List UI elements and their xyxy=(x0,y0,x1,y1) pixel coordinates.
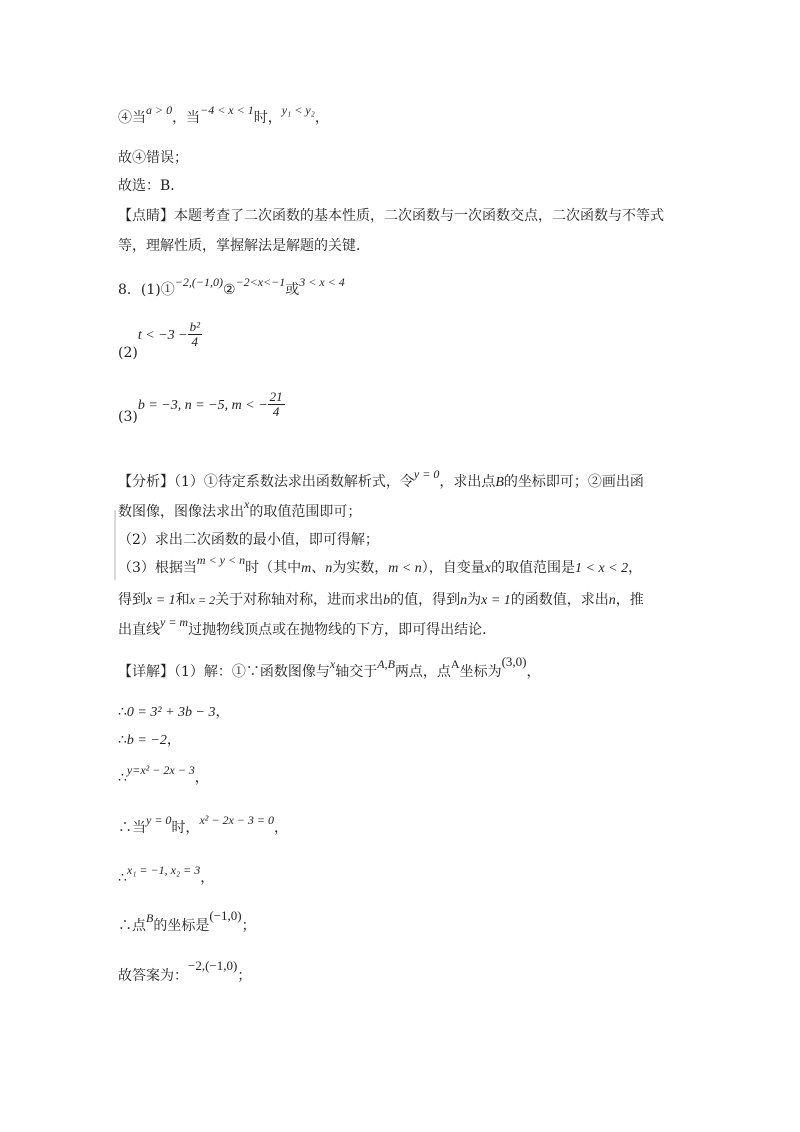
text: 的坐标即可；②画出函 xyxy=(503,474,644,490)
line-choose-b: 故选：B． xyxy=(118,178,185,194)
text: 的值，得到 xyxy=(390,592,461,608)
text: 两点，点 xyxy=(394,664,451,680)
text: ， xyxy=(628,560,643,576)
line-detail-5 xyxy=(118,813,288,837)
math: x₁ = −1, x₂ = 3 xyxy=(126,863,201,877)
math: b xyxy=(383,593,391,608)
math: x = 1 xyxy=(146,593,176,608)
text: 的取值范围即可； xyxy=(249,504,362,520)
math: 0 = 3² + 3b − 3 xyxy=(126,705,216,720)
math: x = 1 xyxy=(481,593,511,608)
denominator: 4 xyxy=(191,334,199,350)
math: m < n xyxy=(388,561,422,576)
numerator: b² xyxy=(189,319,200,334)
math: y = 0 xyxy=(413,467,440,481)
math: 1 < x < 2 xyxy=(575,561,629,576)
text: ，求出点 xyxy=(439,474,496,490)
math: −4 < x < 1 xyxy=(200,103,254,117)
text: ， xyxy=(194,770,209,786)
math: A xyxy=(450,657,460,671)
fraction xyxy=(268,390,285,420)
line-answer-8-2 xyxy=(118,319,202,361)
math: n xyxy=(325,561,333,576)
text: 时， xyxy=(253,110,282,126)
line-4-wrong: 故④错误； xyxy=(118,150,188,166)
text: 轴交于 xyxy=(335,664,378,680)
text: 【详解】（1）解：①∵函数图像与 xyxy=(118,664,330,680)
line-detail-4 xyxy=(118,763,209,787)
math: y₁ < y₂ xyxy=(281,103,315,117)
text: 出直线 xyxy=(118,622,160,638)
text: 为 xyxy=(467,592,482,608)
line-analysis-1 xyxy=(118,467,644,492)
text: 时， xyxy=(171,820,200,836)
text: ， xyxy=(215,704,230,720)
text: 的坐标是 xyxy=(153,918,210,934)
line-analysis-6 xyxy=(118,615,497,639)
text: 故答案为： xyxy=(118,968,188,984)
math: a > 0 xyxy=(146,103,173,117)
line-analysis-2 xyxy=(118,497,362,521)
math: y=x² − 2x − 3 xyxy=(126,763,195,777)
line-detail-8 xyxy=(118,958,252,985)
text: (3) xyxy=(118,408,138,425)
math: y = 0 xyxy=(146,813,172,827)
line-analysis-3: （2）求出二次函数的最小值，即可得解； xyxy=(118,532,379,548)
text: ，推 xyxy=(615,592,644,608)
text: ， xyxy=(200,870,215,886)
text-margin-bar xyxy=(114,510,116,580)
text: （3）根据当 xyxy=(118,560,197,576)
math: x xyxy=(244,497,250,511)
text: ， xyxy=(273,820,288,836)
math: B xyxy=(495,475,504,490)
math: −2,(−1,0) xyxy=(188,958,238,973)
text: 关于对称轴对称，进而求出 xyxy=(215,592,384,608)
line-detail-2 xyxy=(118,704,229,722)
text: ），自变量 xyxy=(421,560,485,576)
text: 过抛物线顶点或在抛物线的下方，即可得出结论． xyxy=(188,622,497,638)
text: ④当 xyxy=(118,110,146,126)
line-answer-8-3 xyxy=(118,389,285,425)
math: m xyxy=(301,561,312,576)
text: 和 xyxy=(175,592,190,608)
text: ② xyxy=(222,282,236,298)
text: ， xyxy=(314,110,329,126)
text: 时（其中 xyxy=(245,560,302,576)
math: m < y < n xyxy=(196,553,246,567)
text: 坐标为 xyxy=(459,664,502,680)
text: ∴点 xyxy=(118,918,146,934)
text: 得到 xyxy=(118,592,146,608)
text: 【分析】（1）①待定系数法求出函数解析式，令 xyxy=(118,474,414,490)
math: t < −3 − xyxy=(137,327,188,343)
text: 8．(1)① xyxy=(118,282,175,298)
line-detail-6 xyxy=(118,863,215,887)
text: 或 xyxy=(285,282,300,298)
line-comment-2: 等，理解性质，掌握解法是解题的关键． xyxy=(118,238,370,254)
math: B xyxy=(146,911,154,925)
math: b = −2 xyxy=(126,733,167,748)
text: 、 xyxy=(311,560,326,576)
text: (2) xyxy=(118,344,138,361)
text: ∴ xyxy=(118,732,127,748)
line-case-4 xyxy=(118,103,329,127)
numerator: 21 xyxy=(269,389,283,404)
text: ； xyxy=(241,918,256,934)
text: ； xyxy=(237,968,252,984)
math: (3,0) xyxy=(501,654,527,669)
text: ∴ xyxy=(118,870,127,886)
line-detail-1 xyxy=(118,654,541,681)
text: ，当 xyxy=(172,110,201,126)
denominator: 4 xyxy=(272,404,280,420)
text: 的函数值，求出 xyxy=(510,592,609,608)
text: 的取值范围是 xyxy=(491,560,576,576)
math: b = −3, n = −5, m < − xyxy=(137,397,268,413)
text: ∴ xyxy=(118,704,127,720)
math: −2<x<−1 xyxy=(235,275,286,289)
math: 3 < x < 4 xyxy=(299,275,345,289)
line-comment-1: 【点睛】本题考查了二次函数的基本性质，二次函数与一次函数交点，二次函数与不等式 xyxy=(118,208,664,224)
line-analysis-4 xyxy=(118,553,643,578)
text: ∴当 xyxy=(118,820,146,836)
text: ， xyxy=(526,664,541,680)
text: ∴ xyxy=(118,770,127,786)
math: (−1,0) xyxy=(209,908,242,923)
math: x² − 2x − 3 = 0 xyxy=(199,813,274,827)
math: x = 2 xyxy=(189,593,216,607)
line-detail-7 xyxy=(118,908,256,935)
math: x xyxy=(484,561,492,576)
math: y = m xyxy=(160,615,189,629)
math: −2,(−1,0) xyxy=(174,275,223,289)
math: A,B xyxy=(377,657,395,671)
fraction xyxy=(188,320,202,350)
text: 为实数， xyxy=(332,560,389,576)
line-answer-8-1 xyxy=(118,275,345,299)
text: 数图像，图像法求出 xyxy=(118,504,244,520)
text: ， xyxy=(166,732,181,748)
math: n xyxy=(460,593,468,608)
math: x xyxy=(329,657,336,671)
math: n xyxy=(608,593,616,608)
line-detail-3 xyxy=(118,732,181,750)
line-analysis-5 xyxy=(118,592,644,610)
